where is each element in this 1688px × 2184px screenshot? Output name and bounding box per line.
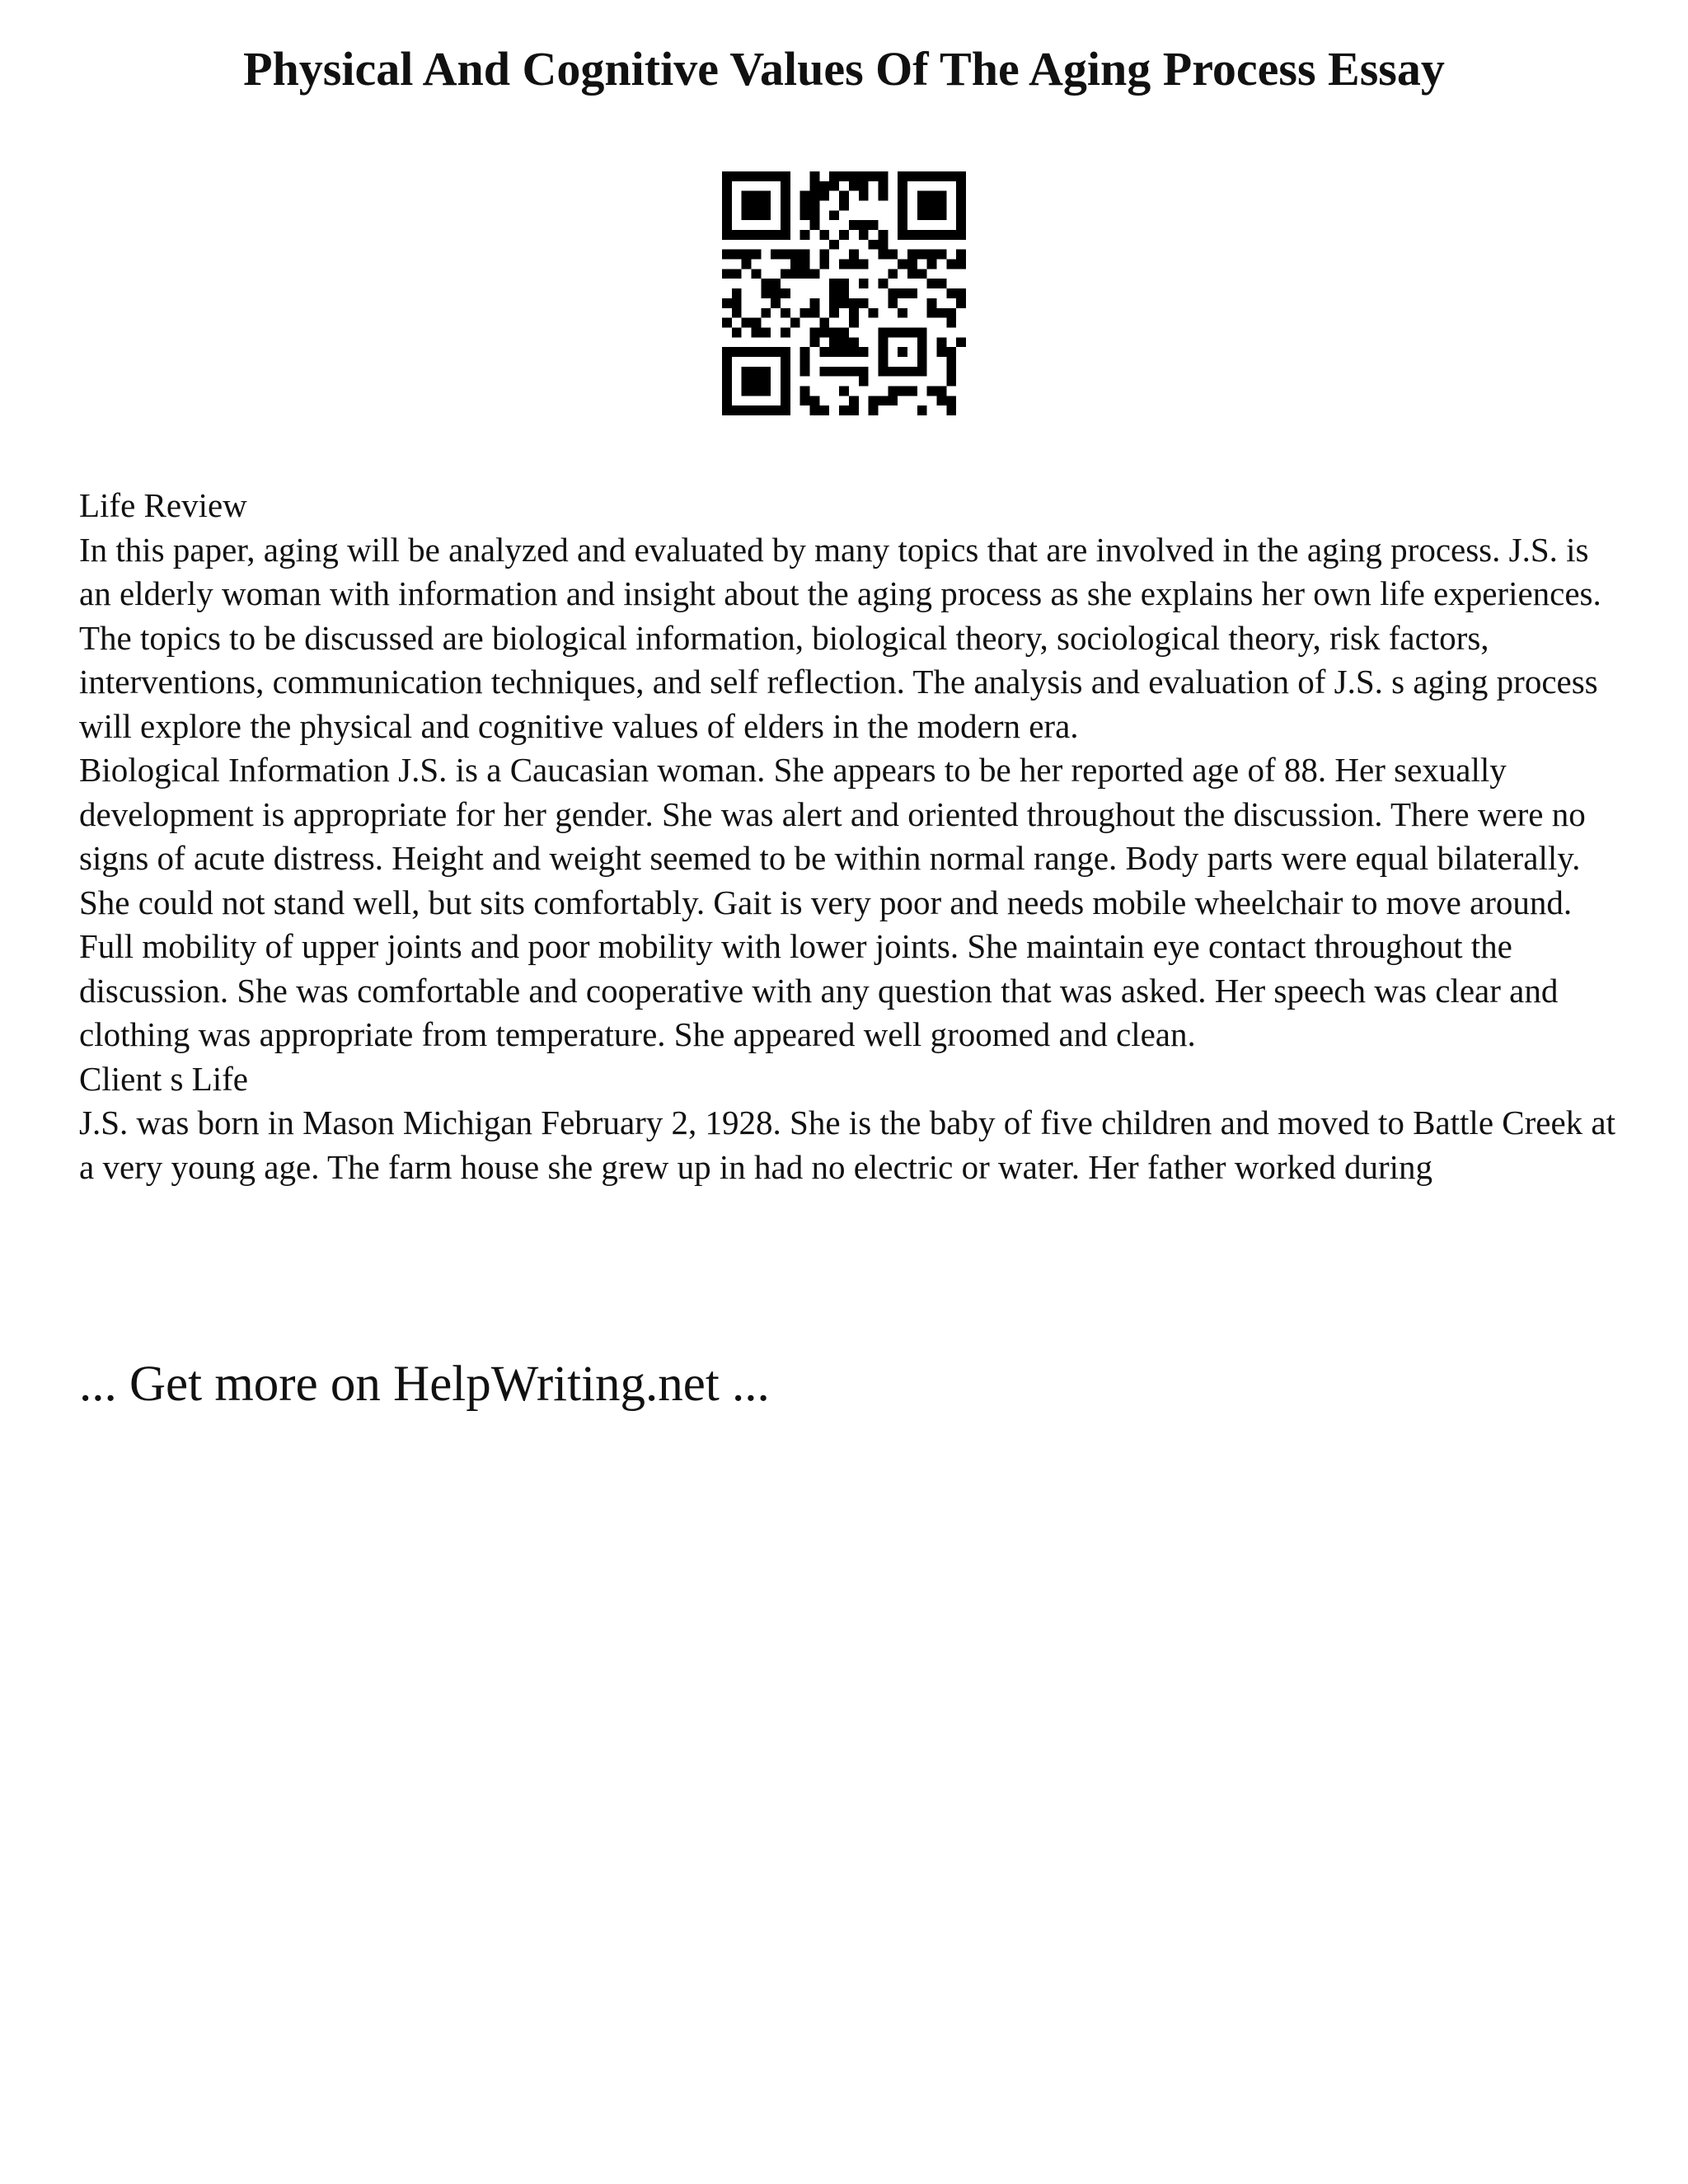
qr-code-graphic bbox=[722, 171, 966, 415]
section-heading-life-review: Life Review bbox=[79, 486, 247, 524]
paragraph-biological-information: Biological Information J.S. is a Caucasian woman. She appears to be her reported age of 88. Her sexually development is appropriate for her gender. She was alert and oriented throughout the discussion. There were no signs of acute distress. Height and weight seemed to be within normal range. Body parts were equal bilaterally. She could not stand well, but sits comfortably. Gait is very poor and needs mobile wheelchair to move around. Full mobility of upper joints and poor mobility with lower joints. She maintain eye contact throughout the discussion. She was comfortable and cooperative with any question that was asked. Her speech was clear and clothing was appropriate from temperature. She appeared well groomed and clean. bbox=[79, 751, 1586, 1053]
paragraph-introduction: In this paper, aging will be analyzed and evaluated by many topics that are involved in the aging process. J.S. is an elderly woman with information and insight about the aging process as she explains her own life experiences. The topics to be discussed are biological information, biological theory, sociological theory, risk factors, interventions, communication techniques, and self reflection. The analysis and evaluation of J.S. s aging process will explore the physical and cognitive values of elders in the modern era. bbox=[79, 530, 1601, 745]
qr-code-icon bbox=[722, 171, 966, 415]
get-more-link[interactable]: ... Get more on HelpWriting.net ... bbox=[79, 1357, 770, 1412]
document-title: Physical And Cognitive Values Of The Aging Process Essay bbox=[243, 42, 1445, 96]
document-body bbox=[79, 484, 1629, 1189]
paragraph-client-life: J.S. was born in Mason Michigan February 2, 1928. She is the baby of five children and moved to Battle Creek at a very young age. The farm house she grew up in had no electric or water. Her father worked during bbox=[79, 1104, 1615, 1186]
section-heading-client-life: Client s Life bbox=[79, 1059, 248, 1098]
